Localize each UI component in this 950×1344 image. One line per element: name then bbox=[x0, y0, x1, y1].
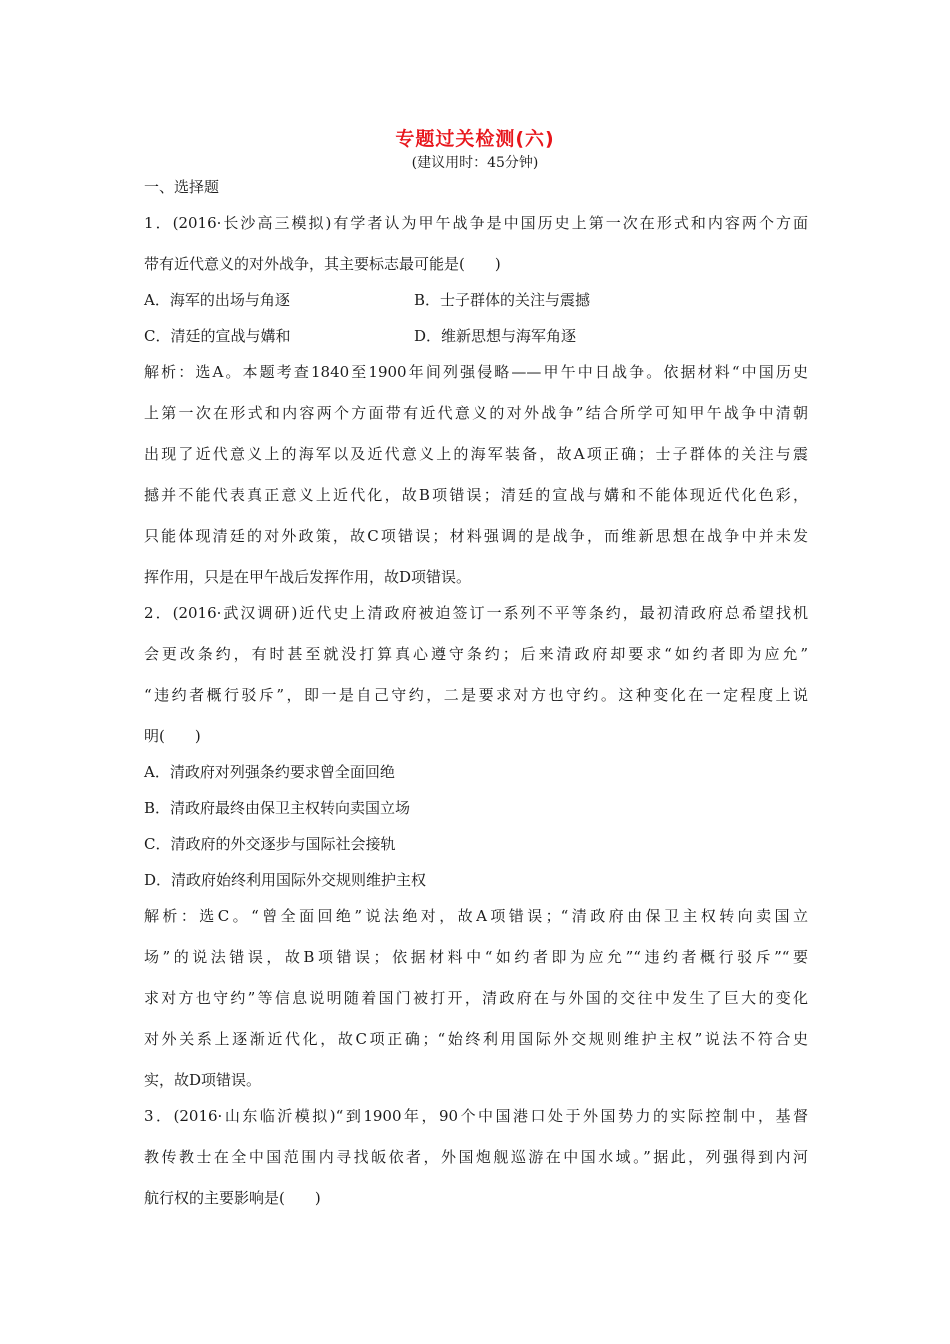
question-2-analysis-line: 实，故D项错误。 bbox=[144, 1071, 262, 1089]
option-d: D．清政府始终利用国际外交规则维护主权 bbox=[144, 871, 427, 889]
question-1-analysis-line: 只能体现清廷的对外政策，故C项错误；材料强调的是战争，而维新思想在战争中并未发 bbox=[144, 527, 808, 545]
question-1-options-row bbox=[144, 326, 808, 346]
question-2-stem-line: 2．(2016·武汉调研)近代史上清政府被迫签订一系列不平等条约，最初清政府总希望找机 bbox=[144, 604, 808, 622]
section-heading: 一、选择题 bbox=[144, 178, 220, 196]
question-2-analysis-line: 求对方也守约”等信息说明随着国门被打开，清政府在与外国的交往中发生了巨大的变化 bbox=[144, 989, 808, 1007]
question-2-stem-line: “违约者概行驳斥”，即一是自己守约，二是要求对方也守约。这种变化在一定程度上说 bbox=[144, 686, 808, 704]
question-1-analysis-line: 挥作用，只是在甲午战后发挥作用，故D项错误。 bbox=[144, 568, 472, 586]
question-3-stem-line: 航行权的主要影响是( ) bbox=[144, 1189, 321, 1207]
question-2-stem-line: 会更改条约，有时甚至就没打算真心遵守条约；后来清政府却要求“如约者即为应允” bbox=[144, 645, 808, 663]
question-1-analysis-line: 上第一次在形式和内容两个方面带有近代意义的对外战争”结合所学可知甲午战争中清朝 bbox=[144, 404, 808, 422]
page-title: 专题过关检测(六) bbox=[395, 128, 555, 150]
question-1-stem-line: 带有近代意义的对外战争，其主要标志最可能是( ) bbox=[144, 255, 501, 273]
question-1-analysis-line: 撼并不能代表真正意义上近代化，故B项错误；清廷的宣战与媾和不能体现近代化色彩， bbox=[144, 486, 808, 504]
question-1-analysis-line: 解析：选A。本题考查1840至1900年间列强侵略——甲午中日战争。依据材料“中国历史 bbox=[144, 363, 808, 381]
question-3-stem-line: 3．(2016·山东临沂模拟)“到1900年，90个中国港口处于外国势力的实际控制中，基督 bbox=[144, 1107, 808, 1125]
option-a: A．海军的出场与角逐 bbox=[144, 291, 290, 309]
question-3-stem-line: 教传教士在全中国范围内寻找皈依者，外国炮舰巡游在中国水域。”据此，列强得到内河 bbox=[144, 1148, 808, 1166]
option-d: D．维新思想与海军角逐 bbox=[414, 327, 577, 345]
question-2-analysis-line: 解析：选C。“曾全面回绝”说法绝对，故A项错误；“清政府由保卫主权转向卖国立 bbox=[144, 907, 808, 925]
page-subtitle: (建议用时：45分钟) bbox=[411, 155, 539, 171]
option-b: B．清政府最终由保卫主权转向卖国立场 bbox=[144, 799, 411, 817]
option-b: B．士子群体的关注与震撼 bbox=[414, 291, 591, 309]
option-c: C．清政府的外交逐步与国际社会接轨 bbox=[144, 835, 396, 853]
question-2-analysis-line: 场”的说法错误，故B项错误；依据材料中“如约者即为应允”“违约者概行驳斥”“要 bbox=[144, 948, 808, 966]
question-1-analysis-line: 出现了近代意义上的海军以及近代意义上的海军装备，故A项正确；士子群体的关注与震 bbox=[144, 445, 808, 463]
option-c: C．清廷的宣战与媾和 bbox=[144, 327, 291, 345]
question-2-analysis-line: 对外关系上逐渐近代化，故C项正确；“始终利用国际外交规则维护主权”说法不符合史 bbox=[144, 1030, 808, 1048]
question-1-stem-line: 1．(2016·长沙高三模拟)有学者认为甲午战争是中国历史上第一次在形式和内容两个方面 bbox=[144, 214, 808, 232]
question-1-options-row bbox=[144, 290, 808, 310]
option-a: A．清政府对列强条约要求曾全面回绝 bbox=[144, 763, 395, 781]
question-2-stem-line: 明( ) bbox=[144, 727, 201, 745]
